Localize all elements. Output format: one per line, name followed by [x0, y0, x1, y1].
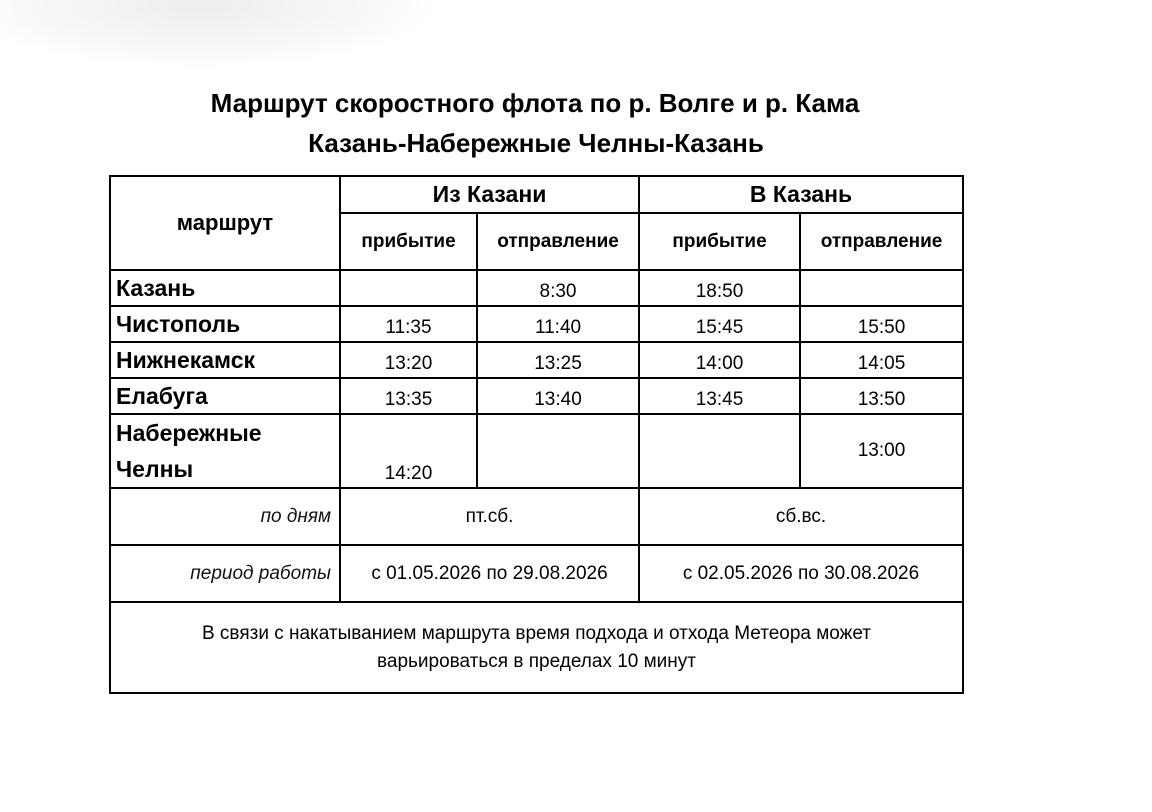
table-row — [110, 306, 963, 342]
schedule-title: Маршрут скоростного флота по р. Волге и р. Кама — [210, 88, 860, 118]
time-cell: 13:50 — [800, 378, 963, 414]
route-subtitle: Казань-Набережные Челны-Казань — [308, 128, 764, 158]
schedule-table — [109, 175, 964, 694]
time-cell: 13:35 — [340, 378, 477, 414]
period-label: период работы — [110, 545, 340, 602]
table-row — [110, 270, 963, 306]
from-kazan-header: Из Казани — [340, 176, 639, 213]
stop-name: Нижнекамск — [110, 342, 340, 378]
table-row — [110, 378, 963, 414]
note-row — [110, 602, 963, 693]
stop-name: Елабуга — [110, 378, 340, 414]
stop-name: Чистополь — [110, 306, 340, 342]
time-cell: 11:40 — [477, 306, 639, 342]
time-cell: 8:30 — [477, 270, 639, 306]
days-label: по дням — [110, 488, 340, 545]
stop-name: Набережные Челны — [110, 414, 340, 488]
time-cell: 14:20 — [340, 414, 477, 488]
page-shadow — [0, 0, 440, 70]
period-row — [110, 545, 963, 602]
note-text: В связи с накатыванием маршрута время подхода и отхода Метеора может варьироваться в пределах 10 минут — [201, 622, 872, 672]
to-arrival-header: прибытие — [639, 213, 800, 270]
time-cell: 13:20 — [340, 342, 477, 378]
to-departure-header: отправление — [800, 213, 963, 270]
period-from: с 01.05.2026 по 29.08.2026 — [340, 545, 639, 602]
time-cell — [477, 414, 639, 488]
time-cell: 11:35 — [340, 306, 477, 342]
time-cell — [639, 414, 800, 488]
to-kazan-header: В Казань — [639, 176, 963, 213]
time-cell: 13:00 — [800, 414, 963, 488]
table-row — [110, 414, 963, 488]
time-cell: 15:45 — [639, 306, 800, 342]
from-arrival-header: прибытие — [340, 213, 477, 270]
time-cell — [340, 270, 477, 306]
table-row — [110, 342, 963, 378]
time-cell — [800, 270, 963, 306]
time-cell: 18:50 — [639, 270, 800, 306]
from-departure-header: отправление — [477, 213, 639, 270]
time-cell: 14:00 — [639, 342, 800, 378]
days-row — [110, 488, 963, 545]
days-to: сб.вс. — [639, 488, 963, 545]
time-cell: 13:25 — [477, 342, 639, 378]
schedule-note — [110, 602, 963, 693]
days-from: пт.сб. — [340, 488, 639, 545]
stop-name: Казань — [110, 270, 340, 306]
time-cell: 13:45 — [639, 378, 800, 414]
period-to: с 02.05.2026 по 30.08.2026 — [639, 545, 963, 602]
route-header: маршрут — [110, 176, 340, 270]
time-cell: 14:05 — [800, 342, 963, 378]
time-cell: 15:50 — [800, 306, 963, 342]
time-cell: 13:40 — [477, 378, 639, 414]
